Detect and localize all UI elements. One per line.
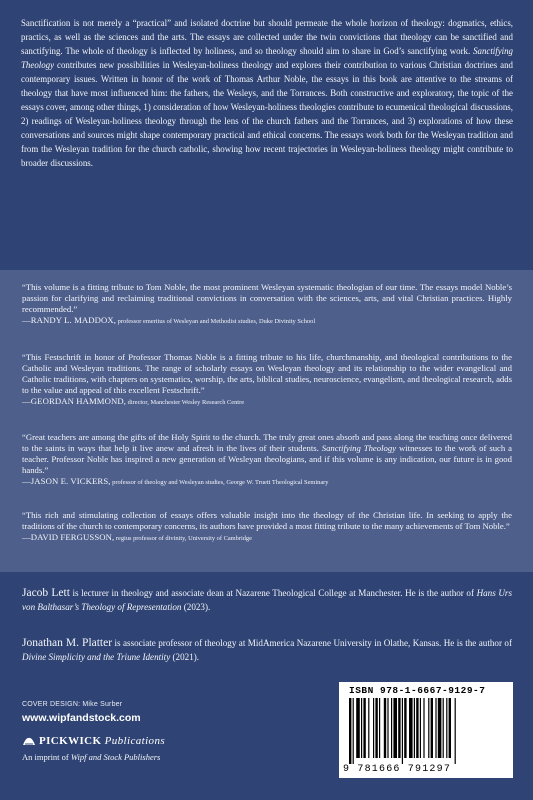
barcode-bar	[398, 698, 400, 758]
barcode-bar	[455, 698, 456, 764]
barcode-bar	[363, 698, 365, 758]
barcode-bar	[409, 698, 413, 758]
barcode-bar	[428, 698, 429, 758]
isbn-label: ISBN 978-1-6667-9129-7	[349, 685, 486, 696]
barcode-bar	[353, 698, 354, 764]
review-quote-part-1: “Great teachers are among the gifts of the Holy Spirit to the church. The truly great ones absorb and pass along the teaching once delivered to the saints in ways that help it live anew and afresh in the lives of their students.	[22, 432, 512, 453]
review-attribution	[22, 315, 512, 327]
author-bio: is associate professor of theology at MidAmerica Nazarene University in Olathe, Kansas. He is the author of	[112, 638, 513, 648]
publisher-imprint	[22, 752, 160, 762]
author-book-year: (2021).	[170, 652, 200, 662]
review-quote: “This Festschrift in honor of Professor Thomas Noble is a fitting tribute to his life, churchmanship, and theological contributions to the Catholic and Wesleyan traditions. The range of scholarly essays on Wesleyan theology and its relationship to the wider evangelical and Catholic traditions, with chapters on systematics, worship, the arts, biblical studies, neuroscience, evangelism, and theological research, adds to the value and appeal of this excellent Festschrift.”	[22, 352, 512, 395]
reviewer-title: professor emeritus of Wesleyan and Methodist studies, Duke Divinity School	[116, 318, 316, 325]
reviewer-name: —RANDY L. MADDOX,	[22, 315, 117, 325]
barcode-bar	[349, 698, 351, 764]
isbn-barcode	[339, 682, 513, 778]
book-description	[21, 16, 513, 264]
review-quote: “This volume is a fitting tribute to Tom Noble, the most prominent Wesleyan systematic theologian of our time. The essays model Noble’s passion for clarifying and reclaiming traditional convictions in conversation with the sciences, arts, and vital Christian practices. Highly recommended.”	[22, 282, 512, 314]
review-attribution	[22, 532, 512, 544]
reviewer-title: professor of theology and Wesleyan studies, George W. Truett Theological Seminary	[110, 479, 329, 486]
review-maddox	[22, 282, 512, 327]
barcode-bar	[423, 698, 424, 758]
imprint-prefix: An imprint of	[22, 752, 71, 762]
author-bio-lett	[22, 586, 512, 614]
reviewer-name: —JASON E. VICKERS,	[22, 476, 111, 486]
description-title: Sanctifying Theology	[21, 46, 513, 70]
barcode-bar	[375, 698, 377, 758]
pickwick-logo-icon	[22, 735, 36, 747]
barcode-bar	[373, 698, 374, 758]
author-book-year: (2023).	[181, 602, 211, 612]
review-fergusson	[22, 510, 512, 544]
review-quote: “This rich and stimulating collection of essays offers valuable insight into the theology of the Christian life. In seeking to apply the traditions of the church to contemporary concerns, its authors have provided a most fitting tribute to the many achievements of Tom Noble.”	[22, 510, 512, 531]
barcode-bars	[347, 698, 505, 764]
imprint-publisher: Wipf and Stock Publishers	[70, 752, 161, 762]
barcode-bar	[387, 698, 388, 758]
author-bio-platter	[22, 636, 512, 664]
review-quote-part-2: witnesses to the work of such a teacher. Professor Noble has inspired a new generation of Wesleyan theologians, and if this volume is any indication, our future is in good hands.”	[22, 443, 513, 475]
barcode-bar	[443, 698, 444, 758]
review-quote-title: Sanctifying Theology	[321, 443, 397, 453]
reviewer-title: director, Manchester Wesley Research Centre	[126, 399, 245, 406]
publisher-name-main: PICKWICK	[39, 735, 102, 747]
barcode-bar	[368, 698, 369, 758]
publisher-name	[22, 735, 165, 747]
author-name: Jonathan M. Platter	[22, 637, 113, 649]
barcode-bar	[393, 698, 397, 758]
reviews-panel	[0, 270, 533, 572]
publisher-website: www.wipfandstock.com	[22, 712, 141, 724]
barcode-bar	[379, 698, 380, 758]
author-bio: is lecturer in theology and associate dean at Nazarene Theological College at Manchester. He is the author of	[69, 588, 477, 598]
barcode-bar	[416, 698, 418, 758]
review-hammond	[22, 352, 512, 408]
review-attribution	[22, 396, 512, 408]
author-name: Jacob Lett	[22, 587, 70, 599]
reviewer-title: regius professor of divinity, University of Cambridge	[114, 535, 252, 542]
author-book: Divine Simplicity and the Triune Identity	[22, 652, 171, 662]
isbn-digits: 9 781666 791297	[343, 764, 452, 775]
barcode-bar	[361, 698, 362, 758]
cover-design-credit: COVER DESIGN: Mike Surber	[22, 701, 123, 708]
description-part-1: Sanctification is not merely a “practical” and isolated doctrine but should permeate the whole horizon of theology: dogmatics, ethics, practics, as well as the sciences and the arts. The essays are collected under the twin convictions that theology can be sanctified and sanctifying. The whole of theology is inflected by holiness, and so theology should aim to share in God’s sanctifying work.	[21, 18, 513, 56]
barcode-bar	[431, 698, 433, 758]
reviewer-name: —DAVID FERGUSSON,	[22, 532, 115, 542]
description-part-2: contributes new possibilities in Wesleyan-holiness theology and explores their contribution to various Christian doctrines and contemporary issues. Written in honor of the work of Thomas Arthur Noble, the essays in this book are attentive to the streams of theology that have most influenced him: the fathers, the Wesleys, and the Torrances. Both constructive and exploratory, the topic of the essays cover, among other things, 1) consideration of how Wesleyan-holiness theologies contribute to ecumenical theological discussions, 2) readings of Wesleyan-holiness theology through the lens of the church fathers and the Torrances, and 3) explorations of how these conversations and sources might shape contemporary practical and ethical concerns. The essays work both for the Wesleyan tradition and from the Wesleyan tradition for the church catholic, showing how recent trajectories in Wesleyan-holiness theology might contribute to broader discussions.	[21, 60, 513, 168]
barcode-bar	[438, 698, 442, 758]
barcode-bar	[446, 698, 447, 758]
barcode-bar	[356, 698, 360, 758]
publisher-name-suffix: Publications	[101, 735, 166, 747]
reviewer-name: —GEORDAN HAMMOND,	[22, 396, 127, 406]
barcode-bar	[414, 698, 415, 758]
barcode-bar	[384, 698, 386, 758]
author-book: Hans Urs von Balthasar’s Theology of Representation	[22, 588, 512, 612]
review-vickers	[22, 432, 512, 488]
barcode-bar	[435, 698, 436, 758]
review-attribution	[22, 476, 512, 488]
barcode-bar	[402, 698, 403, 764]
barcode-bar	[404, 698, 406, 758]
barcode-bar	[449, 698, 451, 758]
barcode-bar	[391, 698, 392, 758]
barcode-bar	[420, 698, 421, 758]
